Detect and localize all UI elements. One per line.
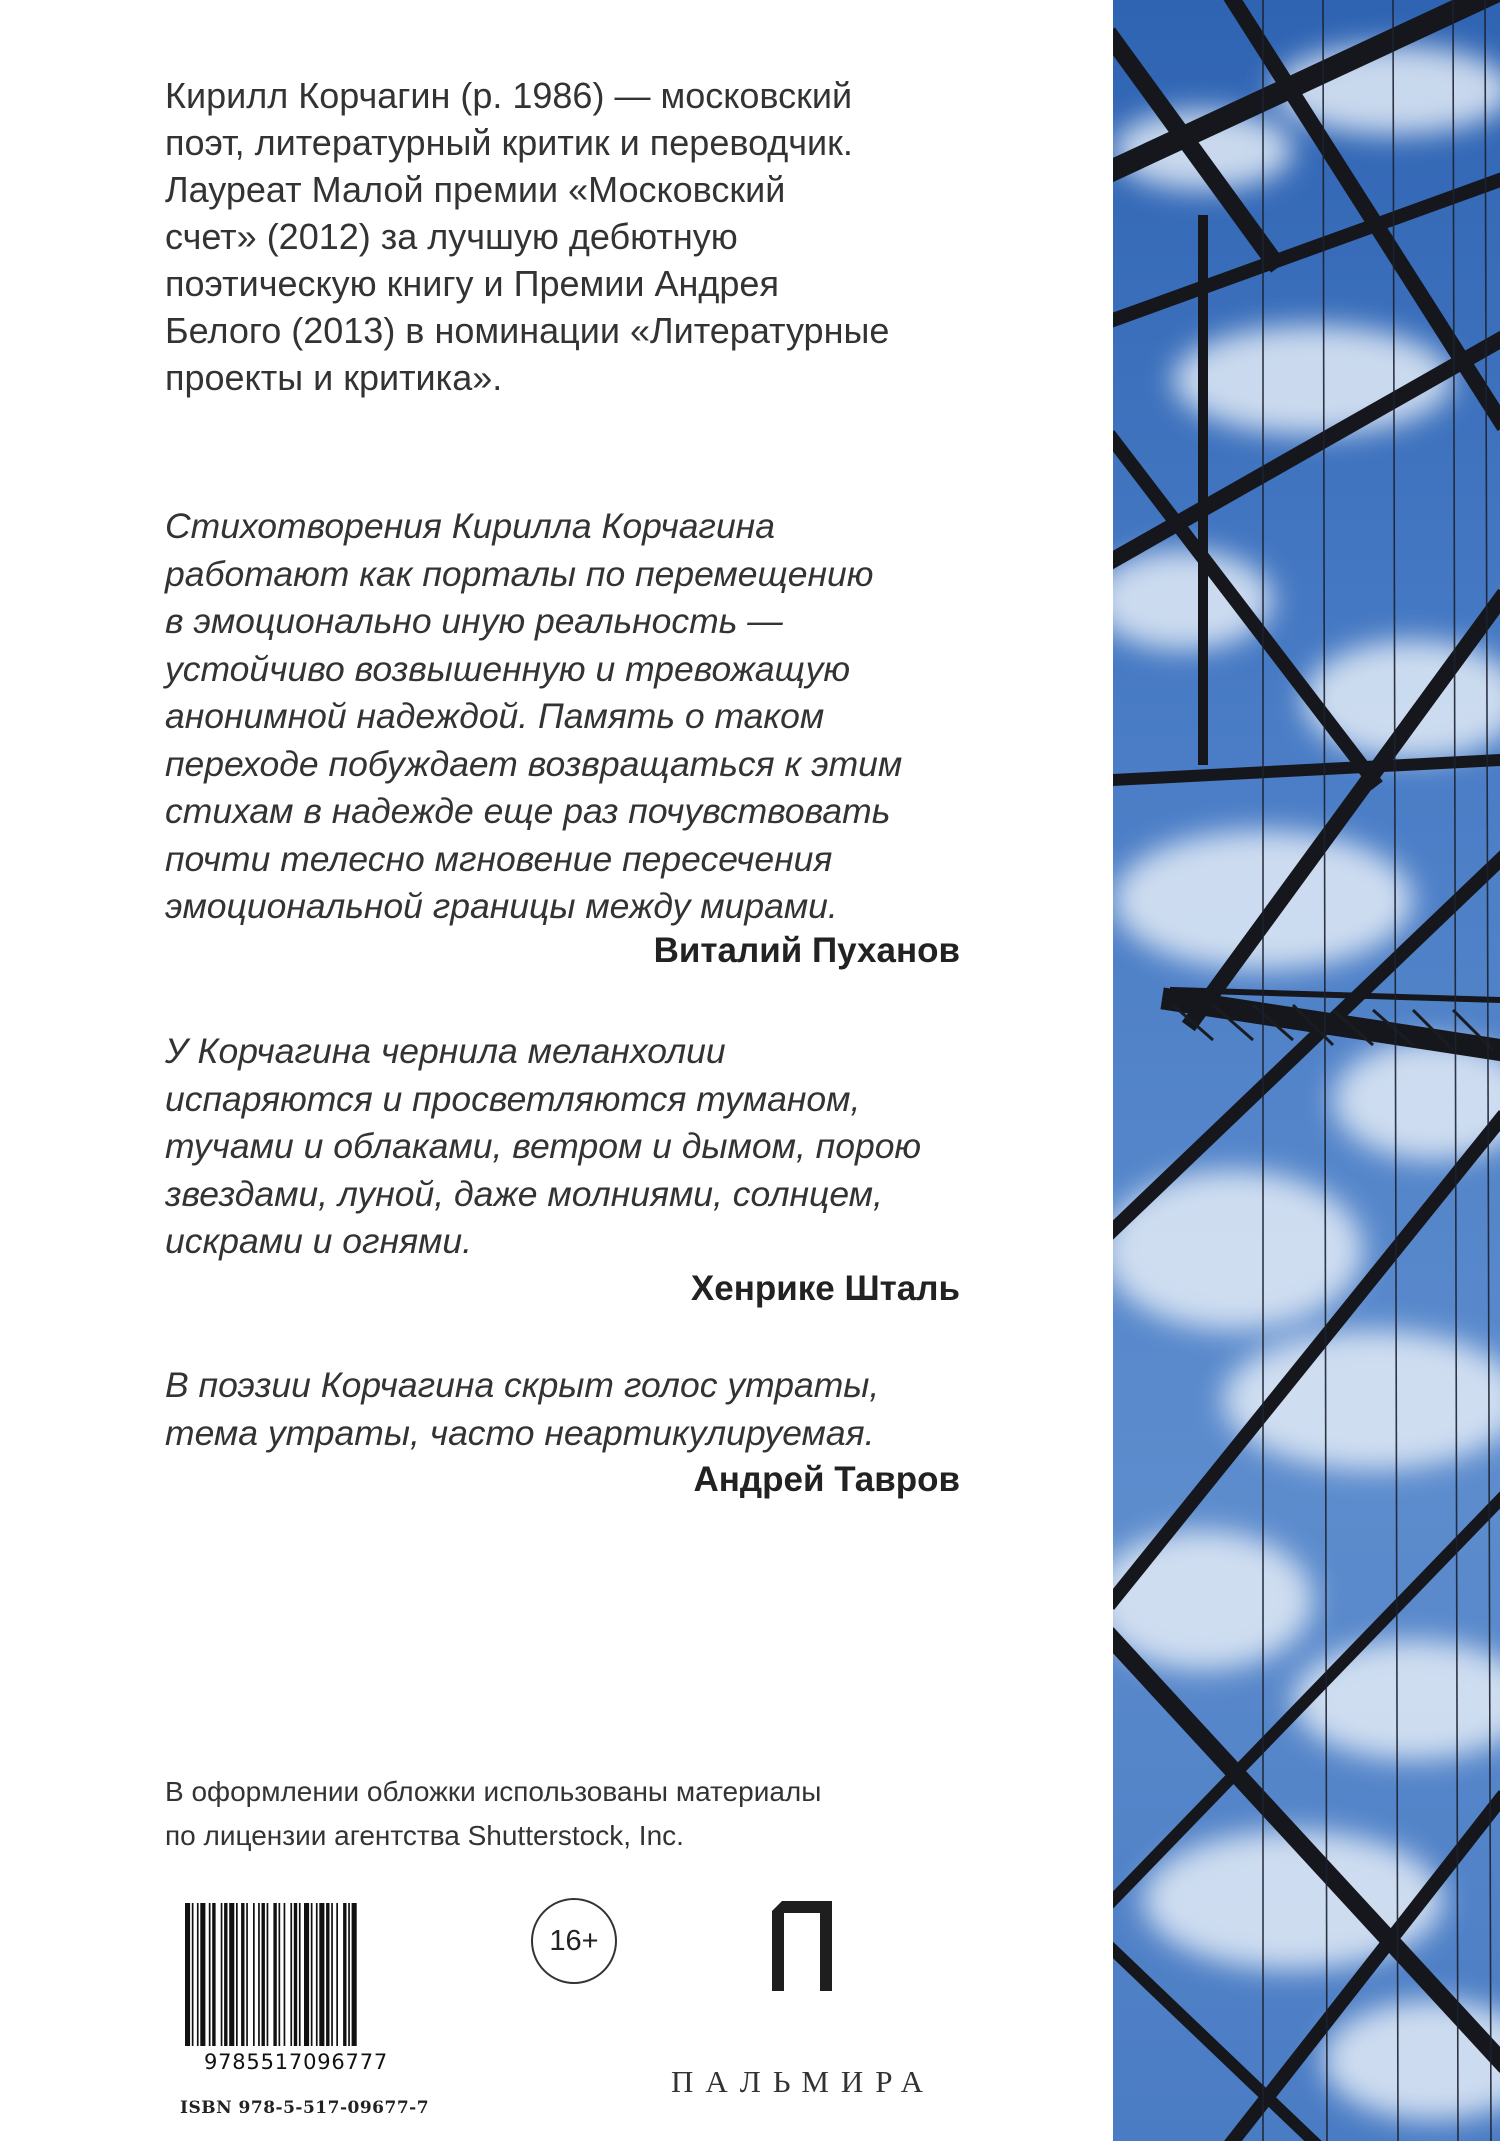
quote-line: звездами, луной, даже молниями, солнцем, xyxy=(165,1173,883,1214)
review-quote xyxy=(165,1028,965,1266)
barcode-bar xyxy=(294,1903,297,2046)
cover-photo-steel-tower xyxy=(1113,0,1500,2141)
barcode-bar xyxy=(185,1903,190,2046)
barcode-bar xyxy=(262,1903,265,2046)
barcode-bar xyxy=(311,1903,313,2046)
barcode-bar xyxy=(192,1903,194,2046)
isbn-number: ISBN 978-5-517-09677-7 xyxy=(180,2098,430,2118)
quote-line: работают как порталы по перемещению xyxy=(165,553,874,594)
quote-line: почти телесно мгновение пересечения xyxy=(165,838,833,879)
barcode-bar xyxy=(267,1903,269,2046)
bio-line: счет» (2012) за лучшую дебютную xyxy=(165,216,738,257)
quote-line: стихам в надежде еще раз почувствовать xyxy=(165,791,891,831)
author-bio xyxy=(165,72,965,401)
barcode-bar xyxy=(316,1903,318,2046)
barcode-bar xyxy=(299,1903,301,2046)
barcode-bar xyxy=(236,1903,238,2046)
barcode-bar xyxy=(336,1903,338,2046)
barcode xyxy=(183,1903,408,2046)
barcode-bar xyxy=(273,1903,276,2046)
barcode-bar xyxy=(279,1903,281,2046)
image-credits xyxy=(165,1770,965,1858)
credits-line: В оформлении обложки использованы материалы xyxy=(165,1776,822,1807)
barcode-bar xyxy=(212,1903,215,2046)
barcode-bar xyxy=(209,1903,211,2046)
quote-line: анонимной надеждой. Память о таком xyxy=(165,696,825,736)
quote-line: Стихотворения Кирилла Корчагина xyxy=(165,506,775,546)
barcode-bar xyxy=(284,1903,286,2046)
age-rating-badge xyxy=(531,1898,617,1984)
barcode-bar xyxy=(253,1903,255,2046)
barcode-bar xyxy=(348,1903,350,2046)
barcode-bar xyxy=(290,1903,292,2046)
quote-line: тема утраты, часто неартикулируемая. xyxy=(165,1412,875,1453)
publisher-name: ПАЛЬМИРА xyxy=(671,2064,935,2099)
barcode-bar xyxy=(200,1903,205,2046)
barcode-bar xyxy=(319,1903,324,2046)
quote-line: тучами и облаками, ветром и дымом, порою xyxy=(165,1126,922,1166)
bio-line: поэтическую книгу и Премии Андрея xyxy=(165,263,779,304)
barcode-bar xyxy=(229,1903,234,2046)
quote-author: Андрей Тавров xyxy=(693,1460,960,1499)
quote-line: устойчиво возвышенную и тревожащую xyxy=(165,648,851,689)
publisher-logo-icon xyxy=(770,1897,836,1993)
bio-line: Кирилл Корчагин (р. 1986) — московский xyxy=(165,75,853,116)
bio-line: поэт, литературный критик и переводчик. xyxy=(165,122,853,163)
barcode-bar xyxy=(343,1903,346,2046)
age-rating-label: 16+ xyxy=(549,1924,599,1957)
quote-line: в эмоционально иную реальность — xyxy=(165,601,783,641)
barcode-bar xyxy=(241,1903,244,2046)
review-quote xyxy=(165,1362,965,1457)
quote-line: испаряются и просветляются туманом, xyxy=(165,1078,861,1119)
quote-line: искрами и огнями. xyxy=(165,1221,472,1261)
barcode-bar xyxy=(326,1903,329,2046)
quote-author: Виталий Пуханов xyxy=(653,931,960,970)
quote-line: эмоциональной границы между мирами. xyxy=(165,886,838,926)
barcode-bar xyxy=(352,1903,357,2046)
barcode-bar xyxy=(221,1903,223,2046)
quote-line: переходе побуждает возвращаться к этим xyxy=(165,743,903,784)
credits-line: по лицензии агентства Shutterstock, Inc. xyxy=(165,1820,684,1851)
quote-line: У Корчагина чернила меланхолии xyxy=(165,1031,726,1071)
barcode-bar xyxy=(246,1903,248,2046)
barcode-bar xyxy=(224,1903,227,2046)
bio-line: проекты и критика». xyxy=(165,357,503,398)
quote-author: Хенрике Шталь xyxy=(690,1269,960,1308)
review-quote xyxy=(165,503,965,931)
barcode-bar xyxy=(331,1903,333,2046)
bio-line: Лауреат Малой премии «Московский xyxy=(165,169,786,210)
barcode-bar xyxy=(258,1903,260,2046)
barcode-bar xyxy=(304,1903,309,2046)
barcode-digits: 9785517096777 xyxy=(203,2050,389,2074)
quote-line: В поэзии Корчагина скрыт голос утраты, xyxy=(165,1365,880,1405)
barcode-bar xyxy=(197,1903,199,2046)
bio-line: Белого (2013) в номинации «Литературные xyxy=(165,310,890,351)
